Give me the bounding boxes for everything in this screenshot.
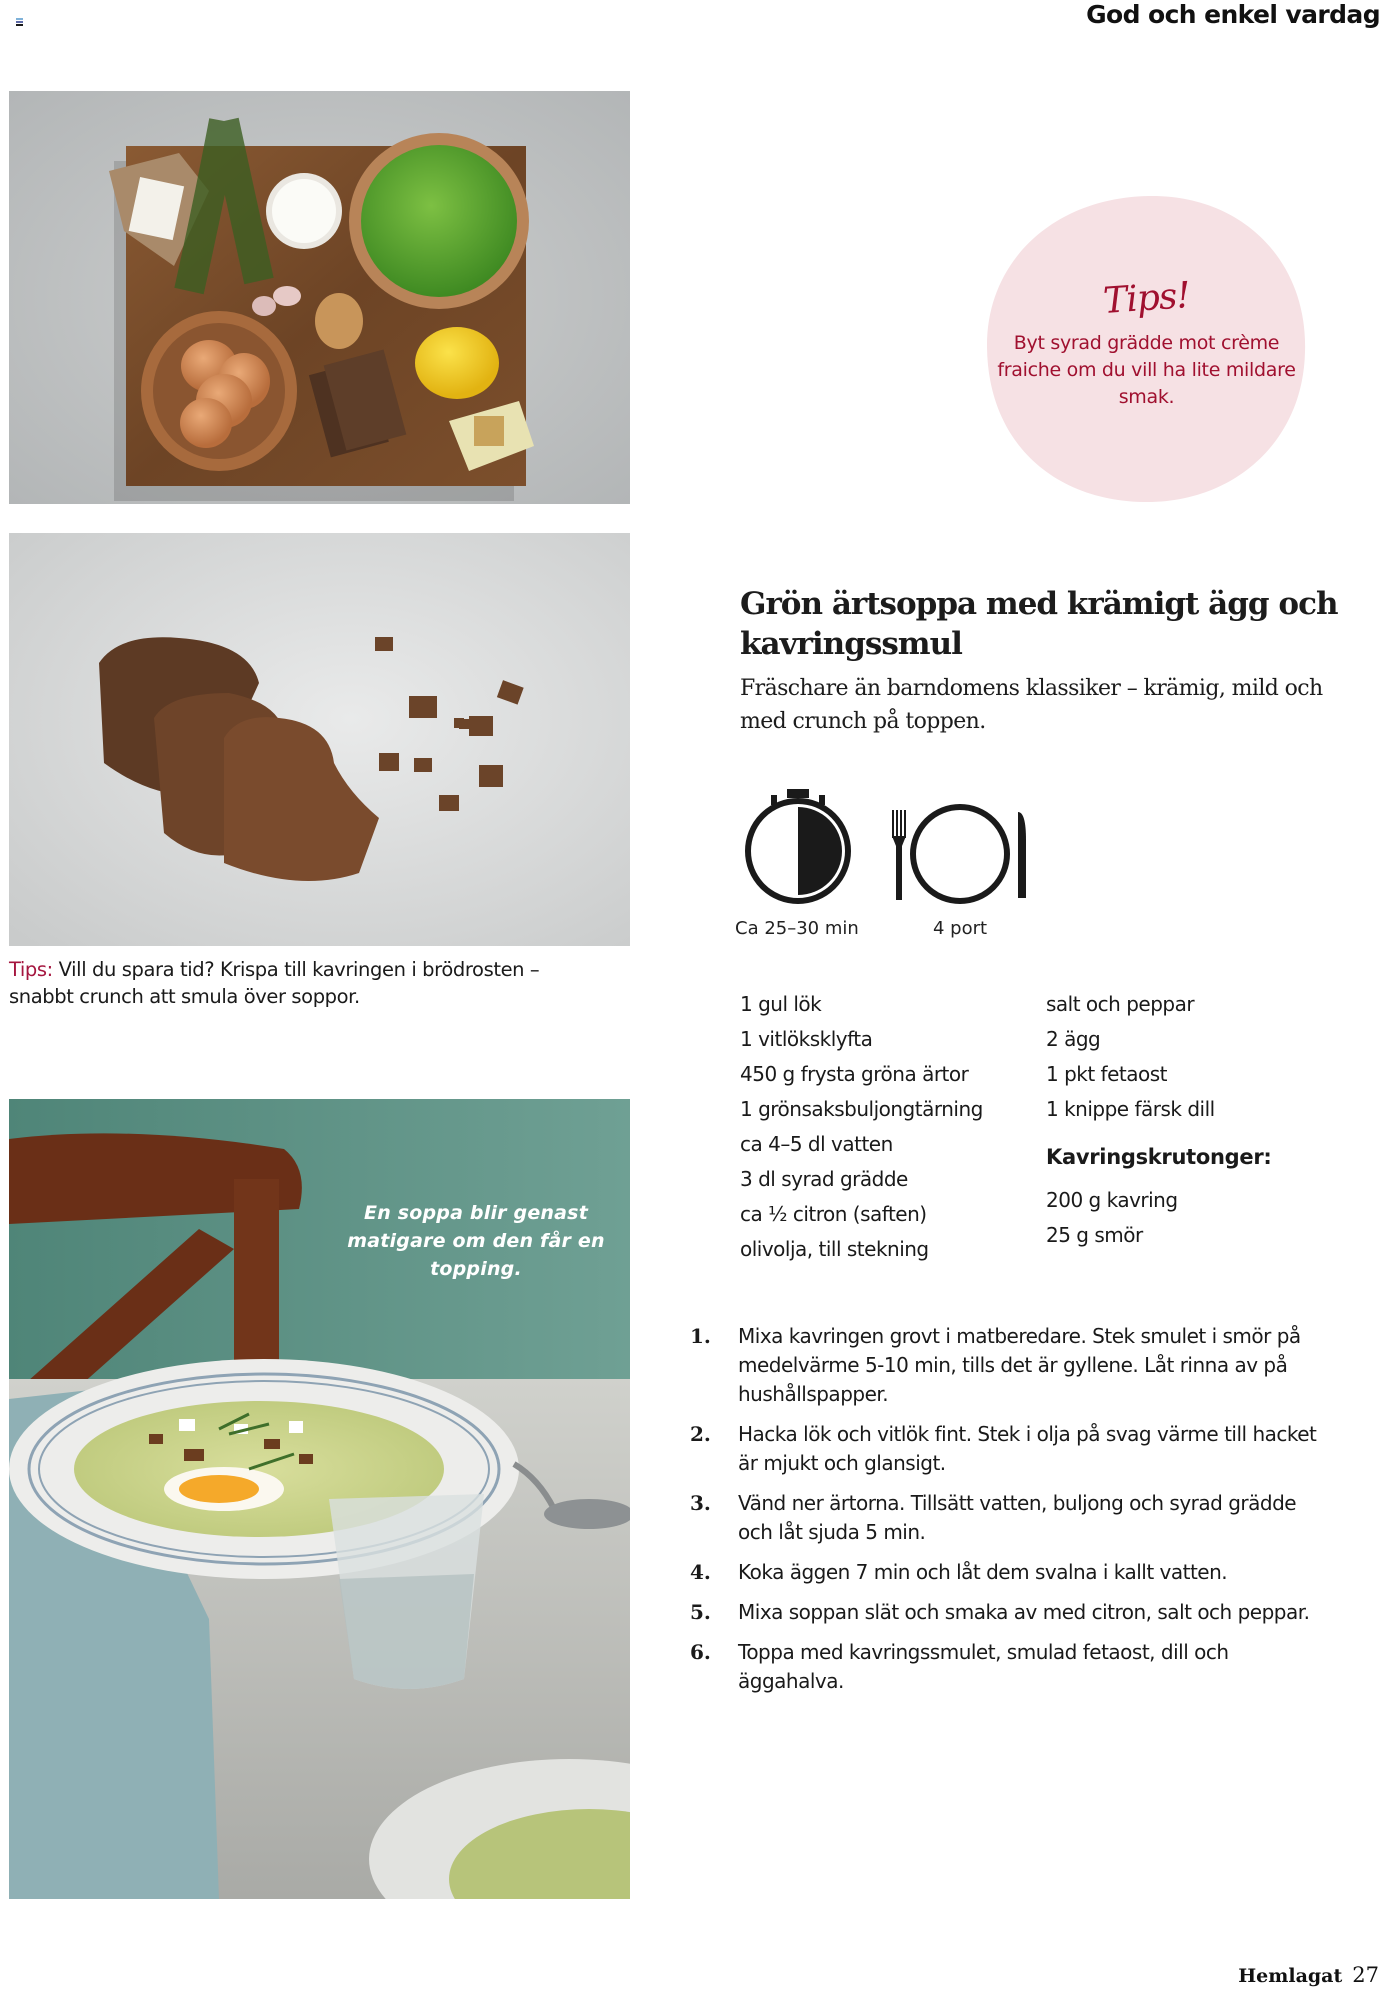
instruction-step — [690, 1489, 1330, 1547]
soup-photo-caption: En soppa blir genast matigare om den får en topping. — [347, 1202, 605, 1280]
croutons-ingredients — [1046, 1183, 1178, 1253]
ingredient-item: 1 vitlöksklyfta — [740, 1027, 873, 1051]
ingredient-item: olivolja, till stekning — [740, 1237, 929, 1261]
instruction-step — [690, 1598, 1330, 1627]
ingredient-item: 25 g smör — [1046, 1223, 1143, 1247]
ingredient-item: 1 pkt fetaost — [1046, 1062, 1167, 1086]
side-tip-text: Vill du spara tid? Krispa till kavringen i brödrosten – snabbt crunch att smula över soppor. — [9, 958, 540, 1008]
instruction-step — [690, 1638, 1330, 1696]
step-text: Koka äggen 7 min och låt dem svalna i kallt vatten. — [738, 1560, 1228, 1584]
tip-bubble-text: Byt syrad grädde mot crème fraiche om du vill ha lite mildare smak. — [997, 332, 1296, 408]
tip-bubble-heading: Tips! — [1101, 275, 1192, 322]
recipe-subtitle: Fräschare än barndomens klassiker – krämig, mild och med crunch på toppen. — [740, 676, 1323, 734]
page-number: 27 — [1352, 1963, 1379, 1987]
magazine-name: Hemlagat — [1238, 1965, 1343, 1987]
page-footer — [1238, 1963, 1379, 1987]
step-number: 5. — [690, 1600, 711, 1624]
step-number: 6. — [690, 1640, 711, 1664]
ingredients-list-extra — [1046, 987, 1215, 1127]
plate-cutlery-icon — [890, 800, 1030, 904]
ingredients-list-main — [740, 987, 983, 1267]
step-text: Hacka lök och vitlök fint. Stek i olja på svag värme till hacket är mjukt och glansigt. — [738, 1422, 1317, 1475]
ingredient-item: 1 gul lök — [740, 992, 822, 1016]
ingredient-item: ca 4–5 dl vatten — [740, 1132, 893, 1156]
step-text: Toppa med kavringssmulet, smulad fetaost, dill och äggahalva. — [738, 1640, 1229, 1693]
ingredient-item: salt och peppar — [1046, 992, 1195, 1016]
page-marker — [16, 18, 23, 26]
step-text: Mixa soppan slät och smaka av med citron, salt och peppar. — [738, 1600, 1310, 1624]
ingredients-photo — [9, 91, 630, 504]
instruction-step — [690, 1420, 1330, 1478]
side-tip — [9, 956, 609, 1010]
portions: 4 port — [933, 918, 988, 939]
instructions-list — [690, 1322, 1330, 1707]
recipe-title: Grön ärtsoppa med krämigt ägg och kavringssmul — [740, 586, 1338, 662]
step-number: 4. — [690, 1560, 711, 1584]
ingredient-item: ca ½ citron (saften) — [740, 1202, 927, 1226]
bread-photo — [9, 533, 630, 946]
ingredient-item: 1 grönsaksbuljongtärning — [740, 1097, 983, 1121]
instruction-step — [690, 1558, 1330, 1587]
section-title: God och enkel vardag — [1086, 0, 1380, 29]
ingredient-item: 2 ägg — [1046, 1027, 1101, 1051]
step-text: Mixa kavringen grovt i matberedare. Stek smulet i smör på medelvärme 5-10 min, tills det är gyllene. Låt rinna av på hushållspapper. — [738, 1324, 1301, 1406]
side-tip-label: Tips: — [9, 958, 53, 981]
step-number: 3. — [690, 1491, 711, 1515]
croutons-heading: Kavringskrutonger: — [1046, 1145, 1272, 1169]
ingredient-item: 1 knippe färsk dill — [1046, 1097, 1215, 1121]
stopwatch-icon — [743, 787, 855, 905]
cooking-time: Ca 25–30 min — [735, 918, 859, 939]
ingredient-item: 200 g kavring — [1046, 1188, 1178, 1212]
step-number: 2. — [690, 1422, 711, 1446]
step-number: 1. — [690, 1324, 711, 1348]
ingredient-item: 3 dl syrad grädde — [740, 1167, 908, 1191]
ingredient-item: 450 g frysta gröna ärtor — [740, 1062, 969, 1086]
instruction-step — [690, 1322, 1330, 1409]
step-text: Vänd ner ärtorna. Tillsätt vatten, buljong och syrad grädde och låt sjuda 5 min. — [738, 1491, 1297, 1544]
